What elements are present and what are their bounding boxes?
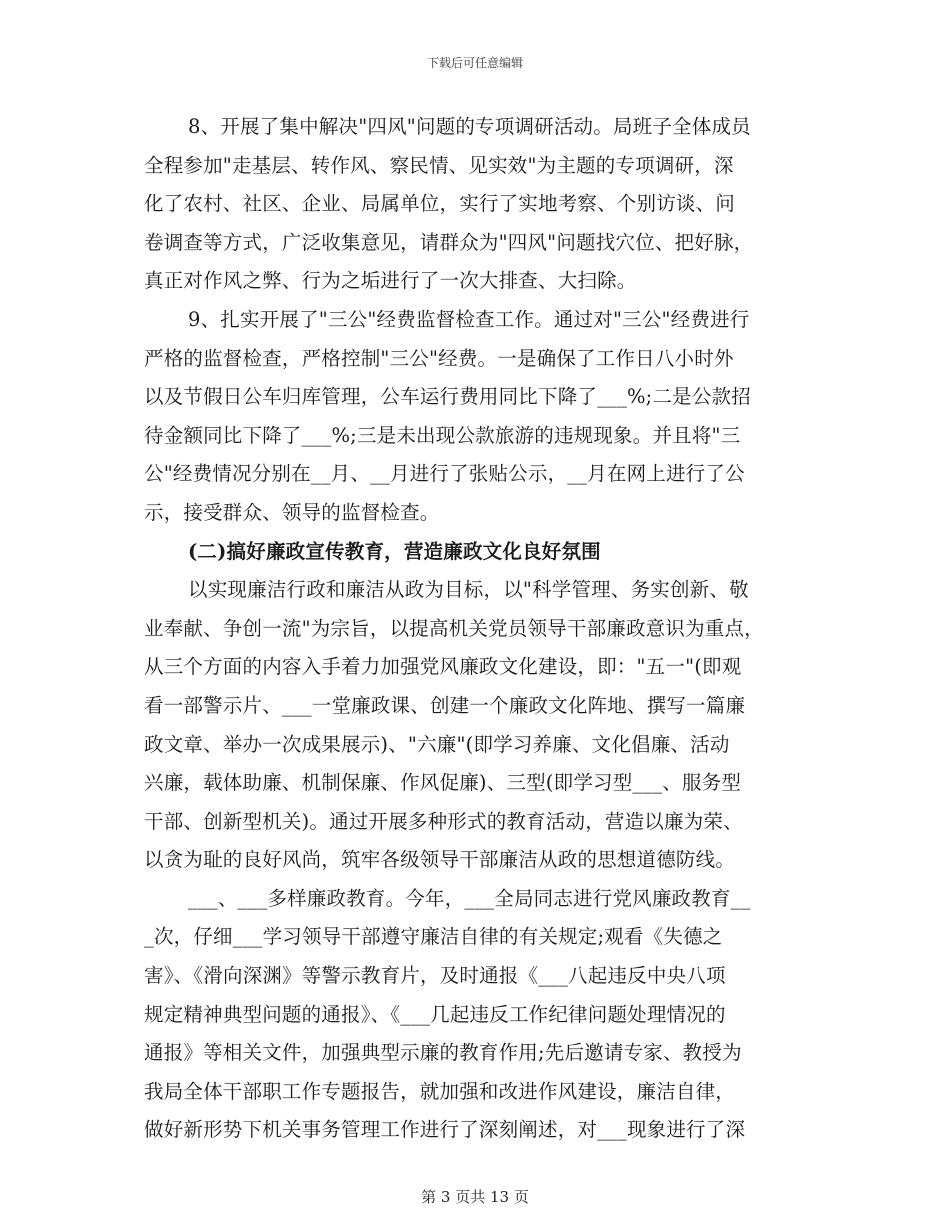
paragraph-line: 全程参加"走基层、转作风、察民情、见实效"为主题的专项调研，深 [144, 153, 734, 177]
paragraph-line: 害》、《滑向深渊》等警示教育片，及时通报《___八起违反中央八项 [144, 964, 726, 988]
page-footer: 第 3 页共 13 页 [421, 1188, 529, 1206]
paragraph-line: ___、___多样廉政教育。今年，___全局同志进行党风廉政教育__ [188, 886, 751, 910]
paragraph-line: 通报》等相关文件，加强典型示廉的教育作用;先后邀请专家、教授为 [144, 1041, 742, 1065]
paragraph-line: 以及节假日公车归库管理，公车运行费用同比下降了___%;二是公款招 [144, 385, 751, 409]
page-header: 下载后可任意编辑 [426, 56, 523, 70]
paragraph-line: 真正对作风之弊、行为之垢进行了一次大排查、大扫除。 [144, 269, 637, 293]
paragraph-line: 9、扎实开展了"三公"经费监督检查工作。通过对"三公"经费进行 [188, 307, 750, 331]
paragraph-line: 政文章、举办一次成果展示)、"六廉"(即学习养廉、文化倡廉、活动 [144, 732, 730, 756]
paragraph-line: 卷调查等方式，广泛收集意见，请群众为"四风"问题找穴位、把好脉， [144, 230, 754, 254]
paragraph-line: 规定精神典型问题的通报》、《___几起违反工作纪律问题处理情况的 [144, 1002, 726, 1026]
paragraph-line: 我局全体干部职工作专题报告，就加强和改进作风建设，廉洁自律， [144, 1079, 736, 1103]
paragraph-line: 从三个方面的内容入手着力加强党风廉政文化建设，即："五一"(即观 [144, 655, 742, 679]
paragraph-line: 业奉献、争创一流"为宗旨，以提高机关党员领导干部廉政意识为重点， [144, 616, 764, 640]
paragraph-line: 看一部警示片、___一堂廉政课、创建一个廉政文化阵地、撰写一篇廉 [144, 693, 746, 717]
paragraph-line: 兴廉，载体助廉、机制保廉、作风促廉)、三型(即学习型___、服务型 [144, 771, 742, 795]
paragraph-line: 公"经费情况分别在__月、__月进行了张贴公示，__月在网上进行了公 [144, 462, 745, 486]
paragraph-line: _次，仔细___学习领导干部遵守廉洁自律的有关规定;观看《失德之 [144, 925, 723, 949]
paragraph-line: 示，接受群众、领导的监督检查。 [144, 500, 440, 524]
paragraph-line: 以实现廉洁行政和廉洁从政为目标，以"科学管理、务实创新、敬 [188, 578, 749, 602]
paragraph-line: 严格的监督检查，严格控制"三公"经费。一是确保了工作日八小时外 [144, 346, 734, 370]
paragraph-line: 以贪为耻的良好风尚，筑牢各级领导干部廉洁从政的思想道德防线。 [144, 848, 736, 872]
section-heading: (二)搞好廉政宣传教育，营造廉政文化良好氛围 [188, 539, 601, 563]
paragraph-line: 化了农村、社区、企业、局属单位，实行了实地考察、个别访谈、问 [144, 192, 736, 216]
document-body [144, 108, 810, 1150]
paragraph-line: 待金额同比下降了___%;三是未出现公款旅游的违规现象。并且将"三 [144, 423, 741, 447]
paragraph-line: 做好新形势下机关事务管理工作进行了深刻阐述，对___现象进行了深 [144, 1118, 746, 1142]
paragraph-line: 干部、创新型机关)。通过开展多种形式的教育活动，营造以廉为荣、 [144, 809, 743, 833]
paragraph-line: 8、开展了集中解决"四风"问题的专项调研活动。局班子全体成员 [188, 115, 751, 138]
